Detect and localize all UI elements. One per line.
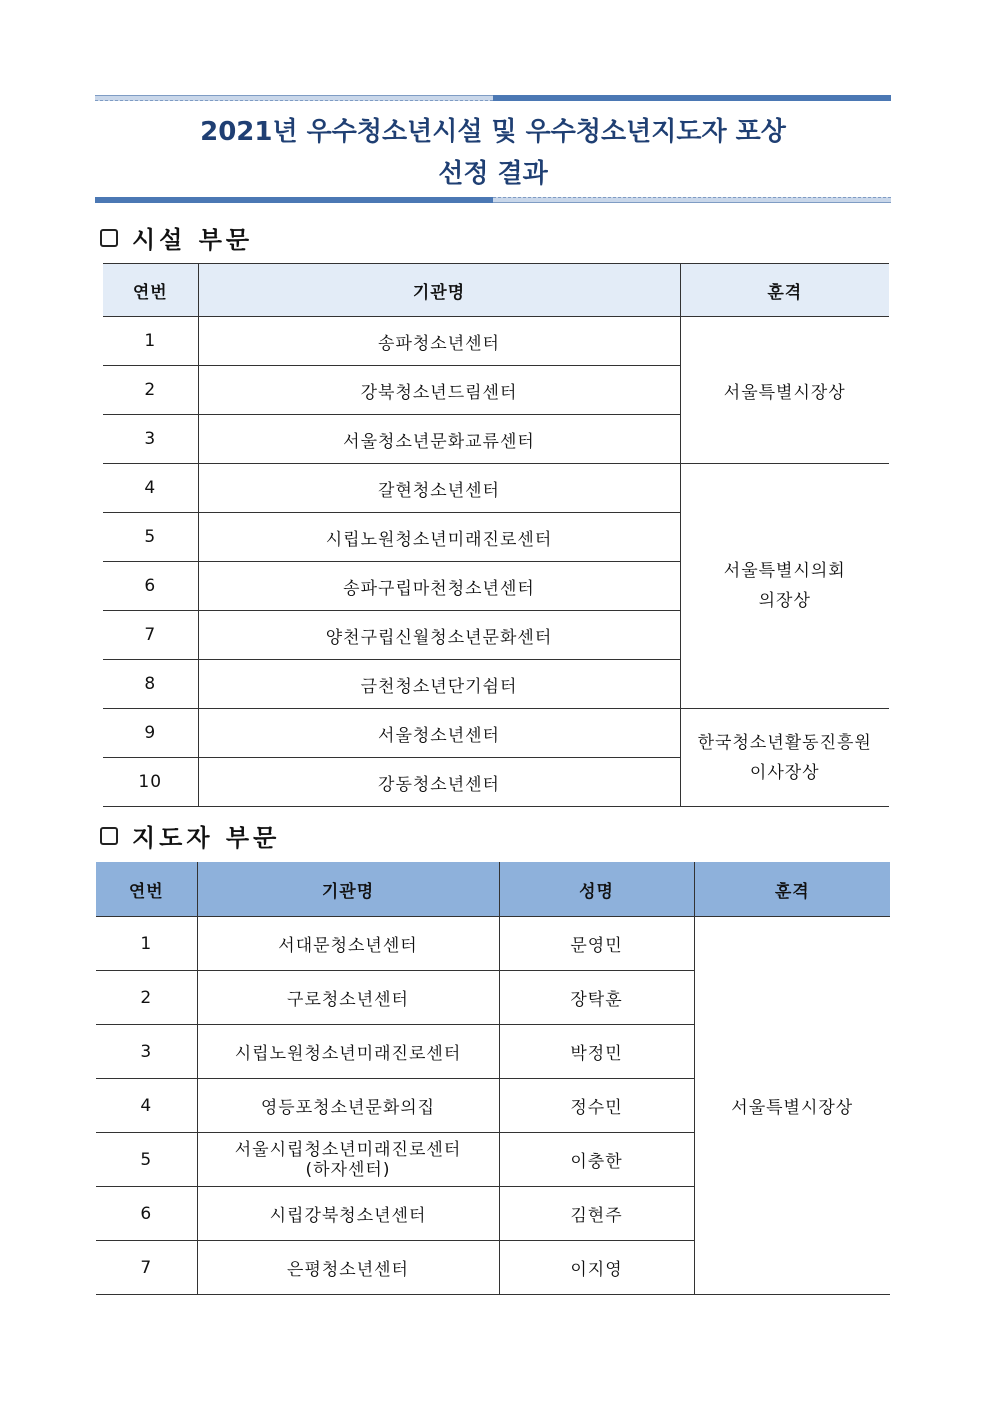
row-org: 서대문청소년센터 — [197, 917, 499, 971]
row-no: 7 — [96, 1241, 197, 1295]
table-row — [103, 317, 889, 366]
table-header-row — [103, 264, 889, 317]
award-line: 서울특별시의회 — [723, 561, 846, 581]
facility-table — [103, 263, 889, 807]
checkbox-icon — [100, 827, 118, 845]
page-subtitle: 선정 결과 — [438, 159, 548, 189]
checkbox-icon — [100, 229, 118, 247]
award-cell — [680, 464, 889, 709]
row-no: 8 — [103, 660, 198, 709]
table-row — [103, 464, 889, 513]
row-person: 장탁훈 — [499, 971, 694, 1025]
row-org: 은평청소년센터 — [197, 1241, 499, 1295]
col-header-person: 성명 — [499, 862, 694, 917]
row-no: 1 — [103, 317, 198, 366]
row-org-sub: (하자센터) — [305, 1159, 391, 1180]
award-line: 이사장상 — [749, 762, 820, 783]
row-no: 5 — [103, 513, 198, 562]
award-cell: 서울특별시장상 — [694, 917, 890, 1295]
row-person: 이지영 — [499, 1241, 694, 1295]
table-header-row — [96, 862, 890, 917]
row-person: 김현주 — [499, 1187, 694, 1241]
row-person: 문영민 — [499, 917, 694, 971]
row-org: 구로청소년센터 — [197, 971, 499, 1025]
title-box — [95, 95, 891, 203]
title-bottom-bar — [95, 197, 891, 203]
page-title: 2021년 우수청소년시설 및 우수청소년지도자 포상 — [200, 117, 786, 147]
row-org: 갈현청소년센터 — [198, 464, 680, 513]
award-line: 한국청소년활동진흥원 — [697, 732, 872, 753]
award-line: 의장상 — [758, 591, 811, 611]
row-no: 5 — [96, 1133, 197, 1187]
leader-section-heading: 지도자 부문 — [100, 818, 280, 853]
col-header-no: 연번 — [103, 264, 198, 317]
row-org: 강북청소년드림센터 — [198, 366, 680, 415]
row-person: 이충한 — [499, 1133, 694, 1187]
row-org: 서울청소년문화교류센터 — [198, 415, 680, 464]
col-header-org: 기관명 — [198, 264, 680, 317]
facility-section-heading: 시설 부문 — [100, 220, 253, 255]
table-row — [96, 917, 890, 971]
col-header-org: 기관명 — [197, 862, 499, 917]
row-no: 6 — [96, 1187, 197, 1241]
row-no: 10 — [103, 758, 198, 807]
row-org: 시립강북청소년센터 — [197, 1187, 499, 1241]
row-no: 3 — [103, 415, 198, 464]
award-cell: 서울특별시장상 — [680, 317, 889, 464]
row-org: 송파구립마천청소년센터 — [198, 562, 680, 611]
table-row — [103, 709, 889, 758]
row-person: 정수민 — [499, 1079, 694, 1133]
row-no: 6 — [103, 562, 198, 611]
row-org: 시립노원청소년미래진로센터 — [198, 513, 680, 562]
row-org: 금천청소년단기쉼터 — [198, 660, 680, 709]
row-no: 1 — [96, 917, 197, 971]
row-no: 4 — [103, 464, 198, 513]
row-person: 박정민 — [499, 1025, 694, 1079]
row-no: 4 — [96, 1079, 197, 1133]
row-org — [197, 1133, 499, 1187]
title-top-bar — [95, 95, 891, 101]
leader-table — [96, 862, 890, 1295]
award-cell — [680, 709, 889, 807]
row-no: 3 — [96, 1025, 197, 1079]
row-org: 서울청소년센터 — [198, 709, 680, 758]
row-org: 강동청소년센터 — [198, 758, 680, 807]
row-no: 9 — [103, 709, 198, 758]
row-no: 2 — [96, 971, 197, 1025]
row-org: 양천구립신월청소년문화센터 — [198, 611, 680, 660]
col-header-no: 연번 — [96, 862, 197, 917]
row-org: 영등포청소년문화의집 — [197, 1079, 499, 1133]
row-org-line: 서울시립청소년미래진로센터 — [234, 1139, 462, 1160]
row-org: 송파청소년센터 — [198, 317, 680, 366]
row-org: 시립노원청소년미래진로센터 — [197, 1025, 499, 1079]
col-header-award: 훈격 — [680, 264, 889, 317]
row-no: 7 — [103, 611, 198, 660]
row-no: 2 — [103, 366, 198, 415]
col-header-award: 훈격 — [694, 862, 890, 917]
